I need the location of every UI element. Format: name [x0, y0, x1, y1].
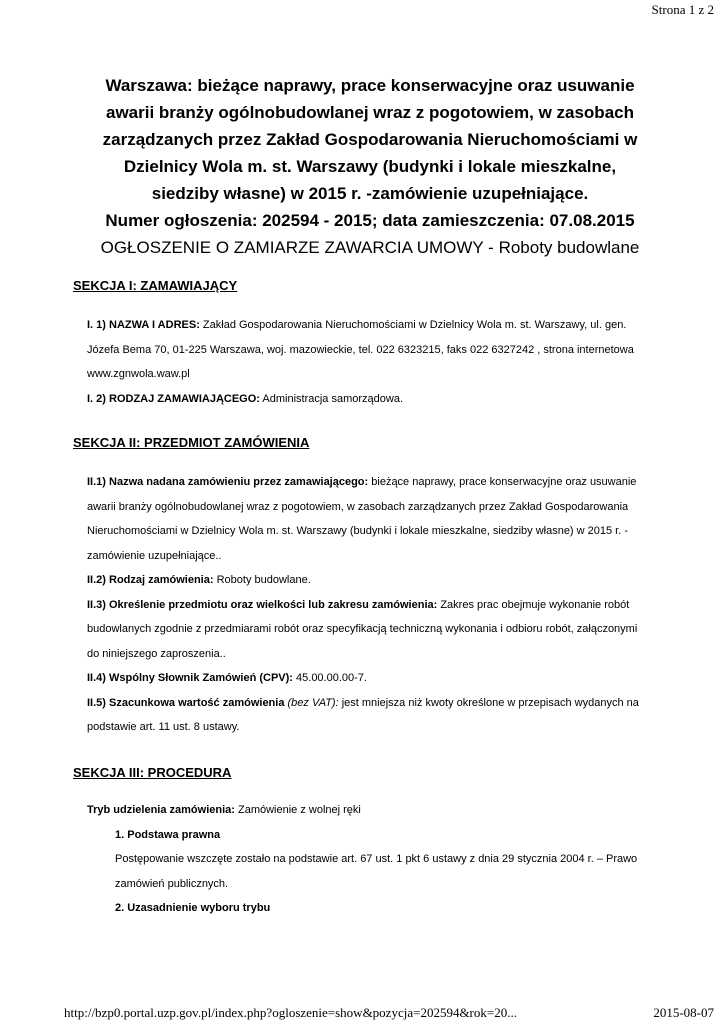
section-1-heading: SEKCJA I: ZAMAWIAJĄCY — [73, 278, 238, 293]
contracting-type-text: Administracja samorządowa. — [259, 392, 404, 405]
title-line: Dzielnicy Wola m. st. Warszawy (budynki i lokale mieszkalne, — [123, 157, 617, 176]
contracting-type-item — [87, 387, 652, 412]
legal-basis-text: Postępowanie wszczęte zostało na podstawie art. 67 ust. 1 pkt 6 ustawy z dnia 29 stycznia 2004 r. – Prawo zamówień publicznych. — [115, 853, 638, 890]
contract-scope-label: II.3) Określenie przedmiotu oraz wielkości lub zakresu zamówienia: — [87, 598, 438, 611]
procedure-mode-label: Tryb udzielenia zamówienia: — [87, 804, 235, 816]
section-3-heading: SEKCJA III: PROCEDURA — [73, 765, 232, 780]
estimated-value-item — [87, 691, 652, 740]
estimated-value-text: jest mniejsza niż kwoty określone w przepisach wydanych na podstawie art. 11 ust. 8 ustawy. — [87, 696, 639, 733]
contract-name-text: bieżące naprawy, prace konserwacyjne oraz usuwanie awarii branży ogólnobudowlanej wraz z pogotowiem, w zasobach zarządzanych przez Zakład Gospodarowania Nieruchomościami w Dzielnicy Wola m. st. Warszawy (budynki i lokale mieszkalne, siedziby własne) w 2015 r. -zamówienie uzupełniające.. — [87, 476, 637, 562]
announcement-number: Numer ogłoszenia: 202594 - 2015; data zamieszczenia: 07.08.2015 — [105, 211, 635, 230]
contract-scope-text: Zakres prac obejmuje wykonanie robót budowlanych zgodnie z przedmiarami robót oraz specyfikacją techniczną wykonania i odbioru robót, załączonymi do niniejszego zaproszenia.. — [87, 598, 638, 660]
contract-type-item — [87, 568, 652, 593]
cpv-item — [87, 666, 652, 691]
notice-title — [40, 72, 700, 261]
section-1-content — [87, 313, 652, 411]
cpv-label: II.4) Wspólny Słownik Zamówień (CPV): — [87, 672, 293, 684]
section-2-content — [87, 470, 652, 740]
contract-scope-item — [87, 593, 652, 667]
procedure-justification-heading: 2. Uzasadnienie wyboru trybu — [115, 902, 271, 914]
page-number: Strona 1 z 2 — [651, 2, 714, 17]
procedure-mode-item — [87, 798, 652, 823]
section-3-content — [87, 798, 652, 921]
title-line: Warszawa: bieżące naprawy, prace konserwacyjne oraz usuwanie — [105, 76, 635, 95]
cpv-text: 45.00.00.00-7. — [292, 672, 367, 684]
name-address-item — [87, 313, 652, 387]
notice-subtitle: OGŁOSZENIE O ZAMIARZE ZAWARCIA UMOWY - Roboty budowlane — [100, 238, 640, 257]
contract-name-item — [87, 470, 652, 568]
contract-name-label: II.1) Nazwa nadana zamówieniu przez zamawiającego: — [87, 476, 369, 488]
estimated-value-label: II.5) Szacunkowa wartość zamówienia — [87, 696, 285, 709]
title-line: zarządzanych przez Zakład Gospodarowania Nieruchomościami w — [102, 130, 638, 149]
footer-date: 2015-08-07 — [653, 1005, 714, 1020]
name-address-text: Zakład Gospodarowania Nieruchomościami w Dzielnicy Wola m. st. Warszawy, ul. gen. Józefa Bema 70, 01-225 Warszawa, woj. mazowieckie, tel. 022 6323215, faks 022 6327242 , strona internetowa www.zgnwola.waw.pl — [87, 319, 634, 380]
name-address-label: I. 1) NAZWA I ADRES: — [87, 319, 200, 331]
procedure-mode-text: Zamówienie z wolnej ręki — [234, 804, 361, 816]
title-line: siedziby własne) w 2015 r. -zamówienie uzupełniające. — [151, 184, 589, 203]
contract-type-label: II.2) Rodzaj zamówienia: — [87, 574, 214, 586]
section-2-heading: SEKCJA II: PRZEDMIOT ZAMÓWIENIA — [73, 435, 310, 450]
legal-basis-heading: 1. Podstawa prawna — [115, 828, 221, 841]
title-line: awarii branży ogólnobudowlanej wraz z pogotowiem, w zasobach — [105, 103, 634, 122]
contract-type-text: Roboty budowlane. — [213, 574, 311, 586]
estimated-value-vat-note: (bez VAT): — [284, 696, 339, 709]
footer-url: http://bzp0.portal.uzp.gov.pl/index.php?ogloszenie=show&pozycja=202594&rok=20... — [64, 1005, 517, 1020]
contracting-type-label: I. 2) RODZAJ ZAMAWIAJĄCEGO: — [87, 392, 260, 405]
